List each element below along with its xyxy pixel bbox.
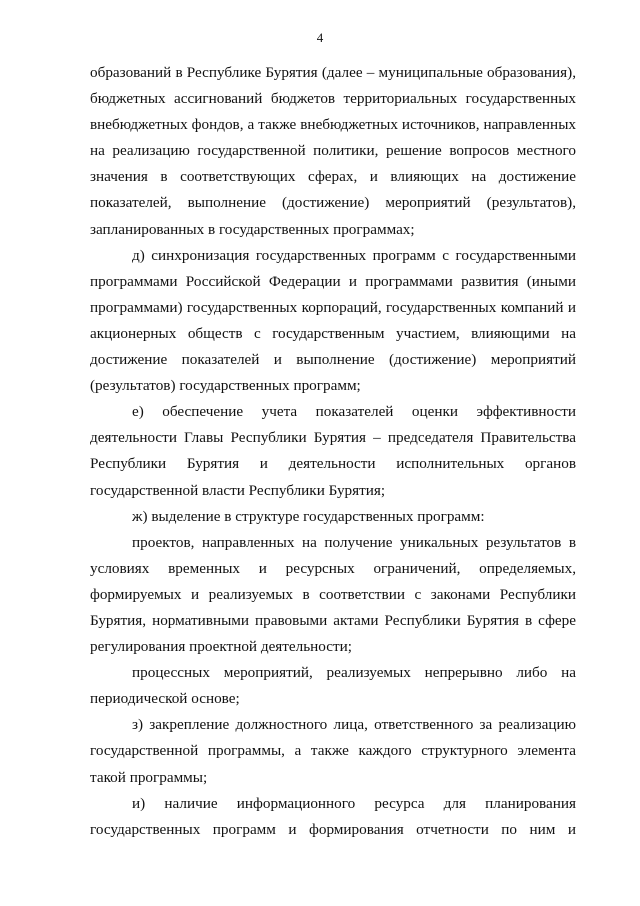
paragraph-item-e: е) обеспечение учета показателей оценки эффективности деятельности Главы Республики Бурятия – председателя Правительства Республики Бурятия и деятельности исполнительных органов государственной власти Республики Бурятия; bbox=[90, 403, 576, 499]
paragraph-item-d: д) синхронизация государственных программ с государственными программами Российской Федерации и программами развития (иными программами) государственных корпораций, государственных компаний и акционерных обществ с государственным участием, влияющими на достижение показателей и выполнение (достижение) мероприятий (результатов) государственных программ; bbox=[90, 246, 576, 395]
paragraph-projects: проектов, направленных на получение уникальных результатов в условиях временных и ресурсных ограничений, определяемых, формируемых и реализуемых в соответствии с законами Республики Бурятия, нормативными правовыми актами Республики Бурятия в сфере регулирования проектной деятельности; bbox=[90, 533, 576, 656]
document-body bbox=[90, 60, 576, 843]
paragraph-process-activities: процессных мероприятий, реализуемых непрерывно либо на периодической основе; bbox=[90, 664, 576, 708]
paragraph-item-zh: ж) выделение в структуре государственных программ: bbox=[132, 507, 485, 525]
paragraph-municipal-formations: образований в Республике Бурятия (далее – муниципальные образования), бюджетных ассигнований бюджетов территориальных государственных внебюджетных фондов, а также внебюджетных источников, направленных на реализацию государственной политики, решение вопросов местного значения в соответствующих сферах, и влияющих на достижение показателей, выполнение (достижение) мероприятий (результатов), запланированных в государственных программах; bbox=[90, 64, 576, 238]
page-number: 4 bbox=[316, 30, 324, 45]
paragraph-item-z: з) закрепление должностного лица, ответственного за реализацию государственной программы, а также каждого структурного элемента такой программы; bbox=[90, 716, 576, 786]
paragraph-item-i: и) наличие информационного ресурса для планирования государственных программ и формирования отчетности по ним и bbox=[90, 794, 576, 838]
